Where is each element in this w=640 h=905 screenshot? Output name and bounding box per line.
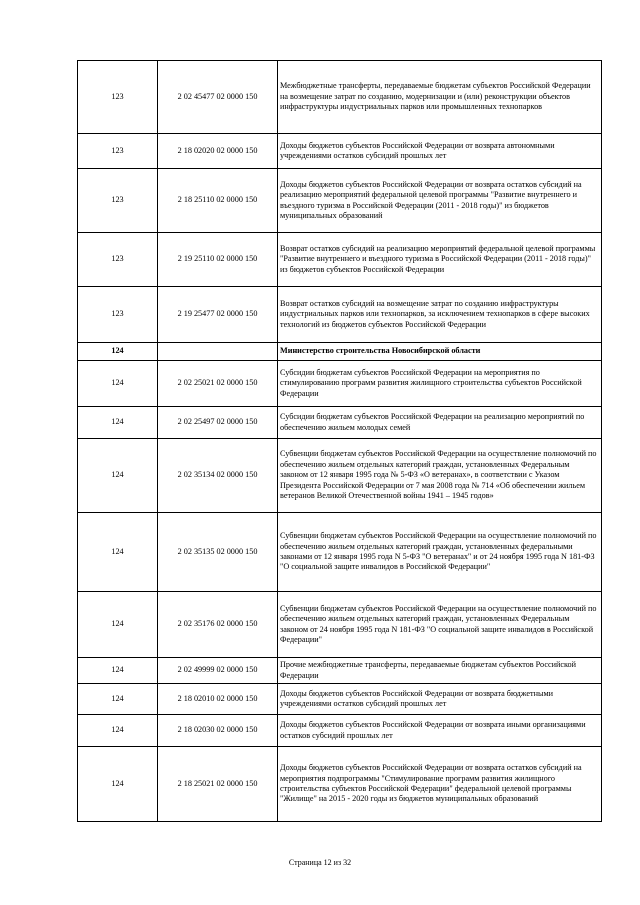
table-row xyxy=(78,684,602,715)
revenue-code-cell: 2 02 49999 02 0000 150 xyxy=(158,658,278,684)
revenue-name-cell: Прочие межбюджетные трансферты, передаваемые бюджетам субъектов Российской Федерации xyxy=(278,658,602,684)
revenue-code-cell: 2 02 35176 02 0000 150 xyxy=(158,592,278,658)
revenue-name-cell: Субсидии бюджетам субъектов Российской Федерации на мероприятия по стимулированию программ развития жилищного строительства субъектов Российской Федерации xyxy=(278,361,602,407)
table-row xyxy=(78,169,602,233)
admin-code-cell: 123 xyxy=(78,233,158,287)
table-row xyxy=(78,658,602,684)
admin-code-cell: 124 xyxy=(78,361,158,407)
admin-code-cell: 124 xyxy=(78,684,158,715)
table-row-section-header xyxy=(78,343,602,361)
revenue-name-cell: Межбюджетные трансферты, передаваемые бюджетам субъектов Российской Федерации на возмещение затрат по созданию, модернизации и (или) реконструкции объектов инфраструктуры индустриальных парков или промышленных технопарков xyxy=(278,61,602,134)
admin-code-cell: 123 xyxy=(78,287,158,343)
table-row xyxy=(78,715,602,747)
revenue-code-cell: 2 18 02010 02 0000 150 xyxy=(158,684,278,715)
revenue-code-cell: 2 02 25021 02 0000 150 xyxy=(158,361,278,407)
revenue-name-cell: Субсидии бюджетам субъектов Российской Федерации на реализацию мероприятий по обеспечению жильем молодых семей xyxy=(278,407,602,439)
revenue-code-cell: 2 02 35134 02 0000 150 xyxy=(158,439,278,513)
table-row xyxy=(78,439,602,513)
revenue-table-body xyxy=(78,61,602,822)
revenue-name-cell: Субвенции бюджетам субъектов Российской Федерации на осуществление полномочий по обеспечению жильем отдельных категорий граждан, установленных федеральными законами от 12 января 1995 года N 5-ФЗ "О ветеранах" и от 24 ноября 1995 года N 181-ФЗ "О социальной защите инвалидов в Российской Федерации" xyxy=(278,513,602,592)
admin-name-cell: Министерство строительства Новосибирской области xyxy=(278,343,602,361)
table-row xyxy=(78,134,602,169)
revenue-name-cell: Доходы бюджетов субъектов Российской Федерации от возврата автономными учреждениями остатков субсидий прошлых лет xyxy=(278,134,602,169)
revenue-code-cell: 2 18 02030 02 0000 150 xyxy=(158,715,278,747)
revenue-code-cell: 2 19 25477 02 0000 150 xyxy=(158,287,278,343)
revenue-name-cell: Субвенции бюджетам субъектов Российской Федерации на осуществление полномочий по обеспечению жильем отдельных категорий граждан, установленных Федеральным законом от 24 ноября 1995 года N 181-ФЗ "О социальной защите инвалидов в Российской Федерации" xyxy=(278,592,602,658)
revenue-name-cell: Субвенции бюджетам субъектов Российской Федерации на осуществление полномочий по обеспечению жильем отдельных категорий граждан, установленных Федеральным законом от 12 января 1995 года № 5-ФЗ «О ветеранах», в соответствии с Указом Президента Российской Федерации от 7 мая 2008 года № 714 «Об обеспечении жильем ветеранов Великой Отечественной войны 1941 – 1945 годов» xyxy=(278,439,602,513)
admin-code-cell: 123 xyxy=(78,61,158,134)
revenue-code-cell xyxy=(158,343,278,361)
admin-code-cell: 124 xyxy=(78,747,158,822)
admin-code-cell: 124 xyxy=(78,343,158,361)
table-row xyxy=(78,747,602,822)
admin-code-cell: 123 xyxy=(78,169,158,233)
revenue-code-cell: 2 02 45477 02 0000 150 xyxy=(158,61,278,134)
table-row xyxy=(78,233,602,287)
admin-code-cell: 124 xyxy=(78,658,158,684)
table-row xyxy=(78,513,602,592)
admin-code-cell: 123 xyxy=(78,134,158,169)
revenue-name-cell: Доходы бюджетов субъектов Российской Федерации от возврата бюджетными учреждениями остатков субсидий прошлых лет xyxy=(278,684,602,715)
table-row xyxy=(78,407,602,439)
revenue-name-cell: Доходы бюджетов субъектов Российской Федерации от возврата остатков субсидий на мероприятия подпрограммы "Стимулирование программ развития жилищного строительства субъектов Российской Федерации" федеральной целевой программы "Жилище" на 2015 - 2020 годы из бюджетов муниципальных образований xyxy=(278,747,602,822)
revenue-name-cell: Возврат остатков субсидий на возмещение затрат по созданию инфраструктуры индустриальных парков или технопарков, за исключением технопарков в сфере высоких технологий из бюджетов субъектов Российской Федерации xyxy=(278,287,602,343)
revenue-table xyxy=(77,60,602,822)
revenue-name-cell: Возврат остатков субсидий на реализацию мероприятий федеральной целевой программы "Развитие внутреннего и въездного туризма в Российской Федерации (2011 - 2018 годы)" из бюджетов субъектов Российской Федерации xyxy=(278,233,602,287)
admin-code-cell: 124 xyxy=(78,715,158,747)
admin-code-cell: 124 xyxy=(78,592,158,658)
admin-code-cell: 124 xyxy=(78,407,158,439)
revenue-code-cell: 2 19 25110 02 0000 150 xyxy=(158,233,278,287)
admin-code-cell: 124 xyxy=(78,513,158,592)
revenue-code-cell: 2 02 25497 02 0000 150 xyxy=(158,407,278,439)
revenue-name-cell: Доходы бюджетов субъектов Российской Федерации от возврата остатков субсидий на реализацию мероприятий федеральной целевой программы "Развитие внутреннего и въездного туризма в Российской Федерации (2011 - 2018 годы)" из бюджетов муниципальных образований xyxy=(278,169,602,233)
table-row xyxy=(78,61,602,134)
revenue-name-cell: Доходы бюджетов субъектов Российской Федерации от возврата иными организациями остатков субсидий прошлых лет xyxy=(278,715,602,747)
table-row xyxy=(78,592,602,658)
revenue-code-cell: 2 02 35135 02 0000 150 xyxy=(158,513,278,592)
revenue-code-cell: 2 18 25110 02 0000 150 xyxy=(158,169,278,233)
revenue-code-cell: 2 18 02020 02 0000 150 xyxy=(158,134,278,169)
admin-code-cell: 124 xyxy=(78,439,158,513)
revenue-code-cell: 2 18 25021 02 0000 150 xyxy=(158,747,278,822)
table-row xyxy=(78,287,602,343)
page-number: Страница 12 из 32 xyxy=(288,858,352,867)
table-row xyxy=(78,361,602,407)
